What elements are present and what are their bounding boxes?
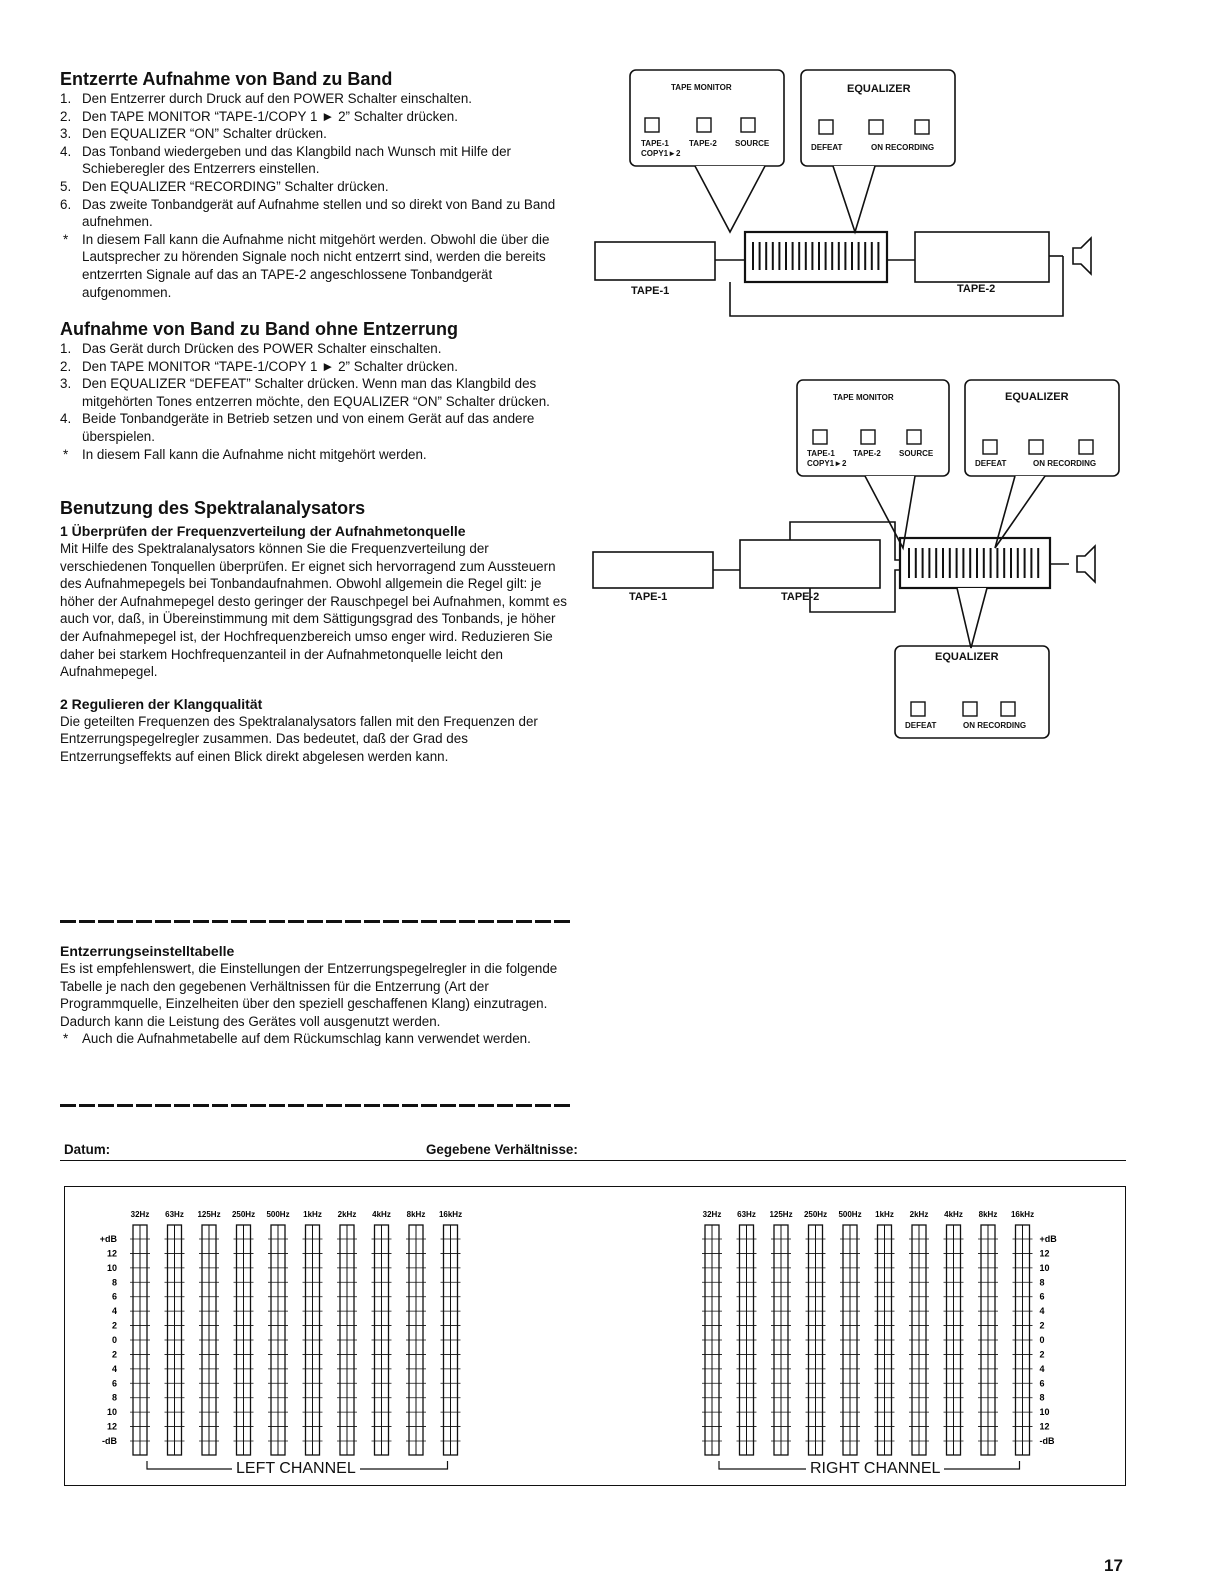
section-spektralanalysator (60, 497, 572, 766)
defeat-label: DEFEAT (975, 459, 1007, 468)
item-number: 6. (60, 196, 72, 212)
defeat-label: DEFEAT (811, 143, 843, 152)
tape1-button-label: TAPE-1 (641, 139, 669, 148)
section-title: Entzerrungseinstelltabelle (60, 943, 235, 959)
item-number: 2. (60, 108, 72, 124)
tape2-button-label: TAPE-2 (689, 139, 717, 148)
equalizer-table (64, 1186, 1126, 1486)
scale-label: 8 (1039, 1277, 1045, 1288)
section-ohne-entzerrung (60, 318, 572, 463)
datum-label: Datum: (64, 1142, 111, 1157)
tape-monitor-label: TAPE MONITOR (833, 393, 894, 402)
scale-label: 6 (1039, 1378, 1045, 1389)
scale-label: 2 (1039, 1320, 1045, 1331)
list-item (60, 340, 572, 358)
source-label: SOURCE (899, 449, 934, 458)
scale-label: -dB (1039, 1436, 1055, 1446)
item-text: Den EQUALIZER “RECORDING” Schalter drücken. (82, 178, 389, 194)
scale-label: 0 (111, 1335, 117, 1345)
frequency-label: 2kHz (909, 1210, 929, 1219)
left-channel-label: LEFT CHANNEL (232, 1460, 360, 1478)
equalizer-label: EQUALIZER (847, 83, 911, 95)
item-text: Den TAPE MONITOR “TAPE-1/COPY 1 ► 2” Schalter drücken. (82, 108, 458, 124)
scale-label: 4 (111, 1363, 117, 1374)
scale-label: 12 (106, 1421, 117, 1432)
copy-label: COPY1►2 (807, 459, 847, 468)
equalizer-label: EQUALIZER (935, 651, 999, 663)
section-title: Aufnahme von Band zu Band ohne Entzerrung (60, 319, 459, 339)
scale-label: 10 (1039, 1262, 1050, 1273)
tape1-device-label: TAPE-1 (629, 591, 668, 603)
instruction-list (60, 90, 572, 231)
list-item (60, 125, 572, 143)
scale-label: 8 (1039, 1392, 1045, 1403)
tape2-deck (915, 232, 1049, 282)
frequency-label: 250Hz (803, 1210, 828, 1219)
tape2-button-label: TAPE-2 (853, 449, 881, 458)
copy-label: COPY1►2 (641, 149, 681, 158)
note: * In diesem Fall kann die Aufnahme nicht mitgehört werden. (63, 446, 427, 462)
section-title: Entzerrte Aufnahme von Band zu Band (60, 69, 393, 89)
scale-label: -dB (102, 1436, 117, 1446)
list-item (60, 196, 572, 231)
list-item (60, 375, 572, 410)
tape1-device-label: TAPE-1 (631, 285, 670, 297)
item-text: Den EQUALIZER “ON” Schalter drücken. (82, 126, 327, 142)
frequency-label: 4kHz (944, 1210, 963, 1219)
list-item (60, 108, 572, 126)
item-text: Das Gerät durch Drücken des POWER Schalter einschalten. (82, 341, 442, 356)
frequency-label: 500Hz (838, 1210, 862, 1219)
scale-label: 8 (111, 1277, 117, 1288)
frequency-label: 250Hz (231, 1210, 256, 1219)
frequency-label: 125Hz (769, 1210, 793, 1219)
item-number: 4. (60, 411, 72, 427)
item-text: Den EQUALIZER “DEFEAT” Schalter drücken. Wenn man das Klangbild des mitgehörten Tones entzerren möchte, den EQUALIZER “ON” Schalter drücken. (82, 376, 550, 409)
divider (60, 920, 572, 923)
note-text: In diesem Fall kann die Aufnahme nicht mitgehört werden. Obwohl die über die Lautsprecher zu hörenden Signale noch nicht entzerrt sind, werden die bereits entzerrten Signale auf das an TAPE-2 angeschlossene Tonbandgerät aufgenommen. (82, 231, 550, 300)
page-number: 17 (1104, 1556, 1123, 1575)
instruction-list (60, 340, 572, 446)
item-text: Den Entzerrer durch Druck auf den POWER Schalter einschalten. (82, 91, 472, 106)
paragraph: Es ist empfehlenswert, die Einstellungen der Entzerrungspegelregler in die folgende Tabelle je nach den gegebenen Verhältnissen für die Entzerrung (Art der Programmquelle, Einzelheiten über den speziell geschaffenen Klang) einzutragen. Dadurch kann die Leistung des Gerätes voll ausgenutzt werden. (60, 961, 558, 1029)
item-number: 3. (60, 376, 72, 392)
item-number: 1. (60, 341, 72, 356)
note: * Auch die Aufnahmetabelle auf dem Rückumschlag kann verwendet werden. (63, 1031, 531, 1047)
frequency-label: 16kHz (438, 1210, 463, 1219)
section-einstelltabelle (60, 942, 572, 1048)
frequency-label: 63Hz (165, 1210, 184, 1219)
scale-label: 12 (1039, 1248, 1050, 1259)
source-label: SOURCE (735, 139, 770, 148)
note: * In diesem Fall kann die Aufnahme nicht mitgehört werden. Obwohl die über die Lautsprecher zu hörenden Signale noch nicht entzerrt sind, werden die bereits entzerrten Signale auf das an TAPE-2 angeschlossene Tonbandgerät aufgenommen. (63, 231, 550, 300)
item-text: Den TAPE MONITOR “TAPE-1/COPY 1 ► 2” Schalter drücken. (82, 358, 458, 374)
scale-label: 4 (111, 1306, 117, 1317)
list-item (60, 143, 572, 178)
frequency-label: 500Hz (266, 1210, 290, 1219)
paragraph: Die geteilten Frequenzen des Spektralanalysators fallen mit den Frequenzen der Entzerrungspegelregler zusammen. Das bedeutet, daß der Grad des Entzerrungseffekts auf einen Blick direkt abgelesen werden kann. (60, 713, 538, 764)
item-text: Das zweite Tonbandgerät auf Aufnahme stellen und so direkt von Band zu Band aufnehmen. (82, 196, 556, 230)
equalizer-chart (65, 1187, 1125, 1485)
section-entzerrte-aufnahme (60, 68, 572, 301)
scale-label: 0 (1039, 1335, 1045, 1345)
section-title: Benutzung des Spektralanalysators (60, 498, 366, 518)
scale-label: +dB (1039, 1234, 1057, 1244)
scale-label: 6 (111, 1291, 117, 1302)
scale-label: 2 (111, 1349, 117, 1360)
item-text: Das Tonband wiedergeben und das Klangbild nach Wunsch mit Hilfe der Schieberegler des Entzerrers einstellen. (82, 143, 512, 177)
list-item (60, 358, 572, 376)
list-item (60, 410, 572, 445)
item-number: 3. (60, 126, 72, 142)
scale-label: 10 (106, 1407, 117, 1418)
frequency-label: 8kHz (978, 1210, 998, 1219)
item-number: 1. (60, 91, 72, 106)
frequency-label: 8kHz (406, 1210, 426, 1219)
scale-label: 12 (1039, 1421, 1050, 1432)
item-number: 2. (60, 358, 72, 374)
frequency-label: 32Hz (702, 1210, 722, 1219)
note-text: In diesem Fall kann die Aufnahme nicht mitgehört werden. (82, 446, 427, 462)
tape2-device-label: TAPE-2 (957, 283, 996, 295)
header-rule (60, 1160, 1126, 1161)
equalizer-label: EQUALIZER (1005, 391, 1069, 403)
tape2-device-label: TAPE-2 (781, 591, 820, 603)
scale-label: 4 (1039, 1306, 1045, 1317)
scale-label: 10 (1039, 1407, 1050, 1418)
list-item (60, 178, 572, 196)
scale-label: 4 (1039, 1363, 1045, 1374)
tape1-deck (595, 242, 715, 280)
scale-label: 2 (1039, 1349, 1045, 1360)
scale-label: 6 (1039, 1291, 1045, 1302)
item-text: Beide Tonbandgeräte in Betrieb setzen und von einem Gerät auf das andere überspielen. (82, 411, 535, 444)
subsection-title: 2 Regulieren der Klangqualität (60, 695, 263, 712)
item-number: 5. (60, 178, 72, 194)
frequency-label: 1kHz (875, 1210, 894, 1219)
list-item (60, 90, 572, 108)
subsection-title: 1 Überprüfen der Frequenzverteilung der Aufnahmetonquelle (60, 523, 466, 539)
tape1-button-label: TAPE-1 (807, 449, 835, 458)
right-channel-label: RIGHT CHANNEL (806, 1460, 944, 1478)
frequency-label: 4kHz (372, 1210, 391, 1219)
on-recording-label: ON RECORDING (871, 143, 935, 152)
tape-monitor-label: TAPE MONITOR (671, 83, 732, 92)
divider (60, 1104, 572, 1107)
on-recording-label: ON RECORDING (1033, 459, 1097, 468)
connection-diagram (585, 60, 1145, 760)
frequency-label: 125Hz (197, 1210, 221, 1219)
scale-label: 8 (111, 1392, 117, 1403)
on-recording-label: ON RECORDING (963, 721, 1027, 730)
frequency-label: 2kHz (337, 1210, 357, 1219)
frequency-label: 1kHz (303, 1210, 322, 1219)
verhaeltnisse-label: Gegebene Verhältnisse: (426, 1142, 578, 1157)
item-number: 4. (60, 143, 72, 159)
scale-label: 6 (111, 1378, 117, 1389)
scale-label: +dB (99, 1234, 117, 1244)
scale-label: 2 (111, 1320, 117, 1331)
paragraph: Mit Hilfe des Spektralanalysators können Sie die Frequenzverteilung der verschiedenen Tonquellen überprüfen. Er eignet sich hervorragend zum Aussteuern des Aufnahmepegels bei Tonbandaufnahmen. Obwohl allgemein die Regel gilt: je höher der Aufnahmepegel desto geringer der Rauschpegel bei Aufnahmen, kommt es auch vor, daß, in Übereinstimmung mit dem Sättigungsgrad des Tonbands, je höher der Aufnahmepegel ist, der Hochfrequenzbereich umso enger wird. Reduzieren Sie daher bei starkem Hochfrequenzanteil in der Aufnahmetonquelle leicht den Aufnahmepegel. (60, 541, 567, 680)
defeat-label: DEFEAT (905, 721, 937, 730)
frequency-label: 63Hz (737, 1210, 756, 1219)
frequency-label: 16kHz (1010, 1210, 1035, 1219)
frequency-label: 32Hz (130, 1210, 150, 1219)
scale-label: 10 (106, 1262, 117, 1273)
scale-label: 12 (106, 1248, 117, 1259)
note-text: Auch die Aufnahmetabelle auf dem Rückumschlag kann verwendet werden. (82, 1031, 531, 1047)
